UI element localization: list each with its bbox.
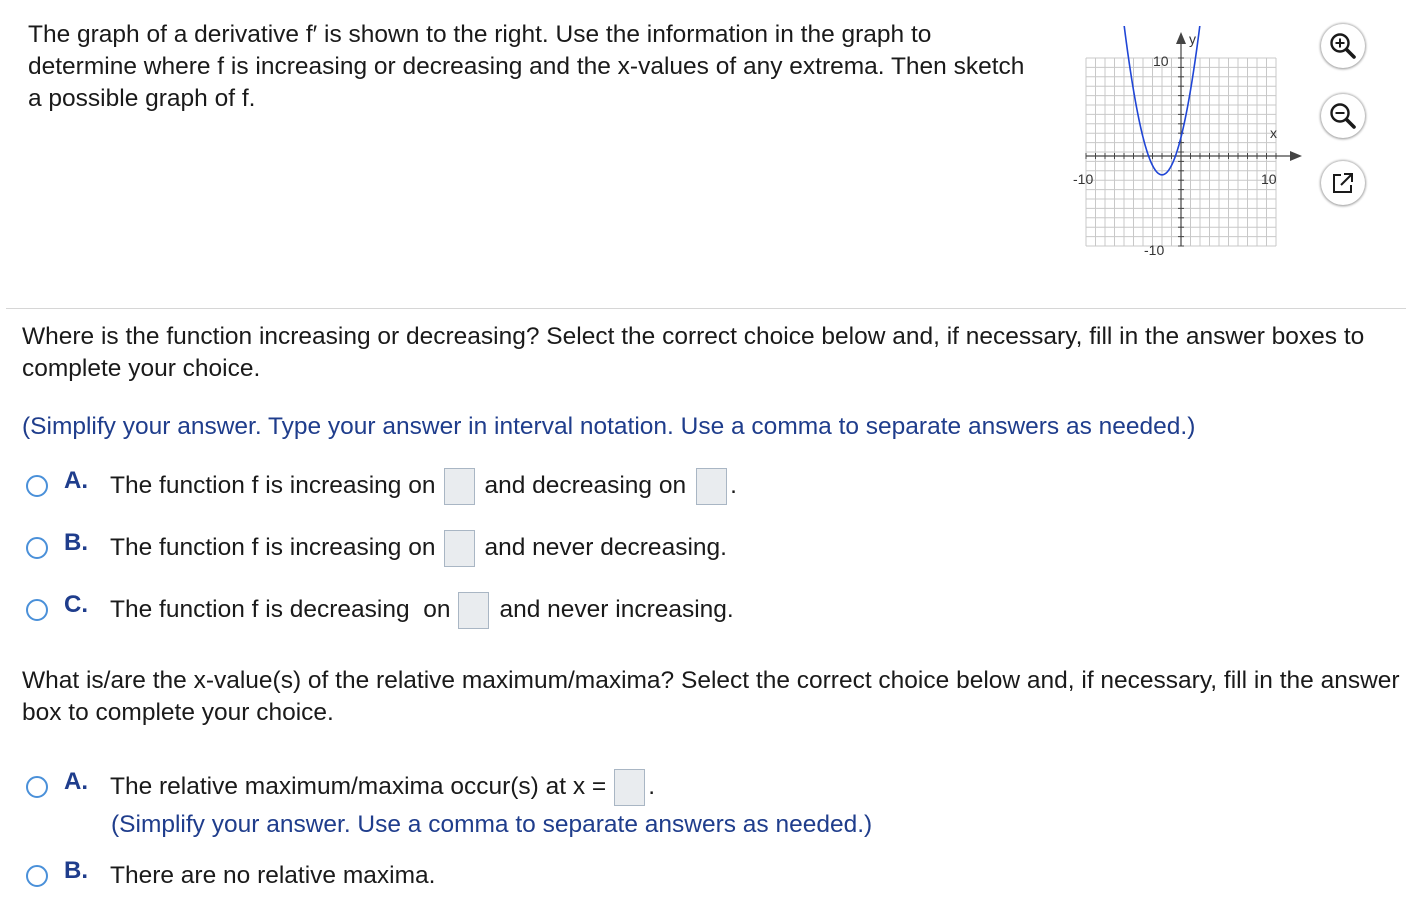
y-axis-label: y bbox=[1189, 31, 1196, 47]
part1-instruction: (Simplify your answer. Type your answer in interval notation. Use a comma to separate answers as needed.) bbox=[22, 413, 1196, 440]
increasing-interval-input[interactable] bbox=[444, 468, 475, 505]
radio-button[interactable] bbox=[26, 776, 48, 798]
derivative-graph bbox=[1066, 26, 1316, 258]
part1-choice-a[interactable] bbox=[26, 466, 737, 506]
choice-period: . bbox=[730, 472, 737, 499]
radio-button[interactable] bbox=[26, 475, 48, 497]
part2-choice-a-note: (Simplify your answer. Use a comma to separate answers as needed.) bbox=[111, 811, 873, 838]
decreasing-interval-input[interactable] bbox=[696, 468, 727, 505]
choice-text: and never decreasing. bbox=[484, 534, 727, 561]
tick-label-x-pos: 10 bbox=[1261, 171, 1277, 187]
zoom-in-icon bbox=[1328, 31, 1358, 61]
popout-button[interactable] bbox=[1321, 161, 1365, 205]
part2-choice-b[interactable] bbox=[26, 856, 435, 896]
tick-label-x-neg: -10 bbox=[1073, 171, 1094, 187]
choice-text: The function f is decreasing on bbox=[110, 596, 451, 623]
choice-text: The relative maximum/maxima occur(s) at x = bbox=[110, 773, 607, 800]
choice-text: and never increasing. bbox=[499, 596, 734, 623]
choice-letter: B. bbox=[64, 857, 88, 884]
radio-button[interactable] bbox=[26, 537, 48, 559]
choice-letter: B. bbox=[64, 529, 88, 556]
tick-label-y-pos: 10 bbox=[1153, 53, 1169, 69]
popout-icon bbox=[1330, 170, 1356, 196]
choice-text: The function f is increasing on bbox=[110, 534, 436, 561]
choice-letter: C. bbox=[64, 591, 88, 618]
part1-prompt: Where is the function increasing or decreasing? Select the correct choice below and, if necessary, fill in the answer boxes to complete your choice. bbox=[22, 323, 1365, 382]
y-axis-arrow bbox=[1176, 32, 1186, 44]
tick-label-y-neg: -10 bbox=[1144, 242, 1165, 258]
choice-letter: A. bbox=[64, 768, 88, 795]
decreasing-interval-input[interactable] bbox=[458, 592, 489, 629]
increasing-interval-input[interactable] bbox=[444, 530, 475, 567]
choice-letter: A. bbox=[64, 467, 88, 494]
choice-text: There are no relative maxima. bbox=[110, 862, 436, 889]
part1-choice-c[interactable] bbox=[26, 590, 734, 630]
radio-button[interactable] bbox=[26, 599, 48, 621]
x-axis-label: x bbox=[1270, 125, 1277, 141]
part2-prompt: What is/are the x-value(s) of the relative maximum/maxima? Select the correct choice below and, if necessary, fill in the answer box to complete your choice. bbox=[22, 667, 1400, 726]
zoom-out-button[interactable] bbox=[1321, 94, 1365, 138]
part2-choice-a[interactable] bbox=[26, 767, 655, 807]
zoom-out-icon bbox=[1328, 101, 1358, 131]
x-axis-arrow bbox=[1290, 151, 1302, 161]
choice-text: and decreasing on bbox=[484, 472, 687, 499]
zoom-in-button[interactable] bbox=[1321, 24, 1365, 68]
maxima-x-input[interactable] bbox=[614, 769, 645, 806]
choice-period: . bbox=[648, 773, 656, 800]
radio-button[interactable] bbox=[26, 865, 48, 887]
section-divider bbox=[6, 308, 1406, 309]
part1-choice-b[interactable] bbox=[26, 528, 727, 568]
choice-text: The function f is increasing on bbox=[110, 472, 436, 499]
question-text: The graph of a derivative f′ is shown to the right. Use the information in the graph to determine where f is increasing or decreasing and the x-values of any extrema. Then sketch a possible graph of f. bbox=[28, 21, 1025, 112]
